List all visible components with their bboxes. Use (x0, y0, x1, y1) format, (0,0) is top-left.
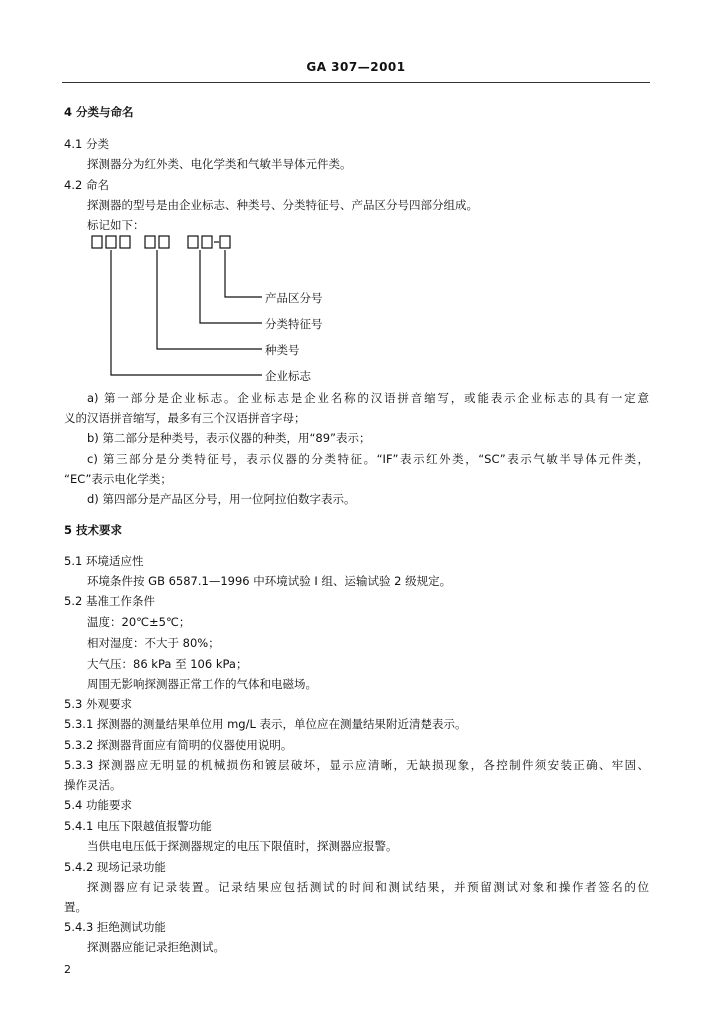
condition-surroundings: 周围无影响探测器正常工作的气体和电磁场。 (87, 677, 317, 691)
section-5-4-1-heading: 5.4.1 电压下限越值报警功能 (64, 819, 212, 833)
section-5-4-heading: 5.4 功能要求 (64, 798, 132, 812)
leader-line-product-distinction (225, 250, 262, 297)
diagram-label-classification: 分类特征号 (265, 317, 323, 331)
type-number-box-1 (145, 236, 155, 248)
section-5-3-3-line-1: 5.3.3 探测器应无明显的机械损伤和镀层破坏，显示应清晰，无缺损现象，各控制件须安装正确、牢固、 (64, 758, 649, 772)
section-5-4-2-line-2: 置。 (64, 900, 87, 914)
condition-humidity: 相对湿度：不大于 80%； (87, 636, 220, 650)
mark-intro: 标记如下： (87, 218, 145, 232)
section-4-1-heading: 4.1 分类 (64, 137, 109, 151)
section-5-4-2-line-1: 探测器应有记录装置。记录结果应包括测试的时间和测试结果，并预留测试对象和操作者签名的位 (87, 880, 649, 894)
classification-box-1 (188, 236, 198, 248)
condition-pressure: 大气压：86 kPa 至 106 kPa； (87, 657, 248, 671)
section-5-1-heading: 5.1 环境适应性 (64, 554, 144, 568)
page-number: 2 (64, 963, 71, 976)
item-c-line-2: “EC”表示电化学类； (64, 472, 172, 486)
diagram-label-type-number: 种类号 (265, 343, 300, 357)
enterprise-mark-box-3 (120, 236, 130, 248)
section-5-4-2-heading: 5.4.2 现场记录功能 (64, 860, 166, 874)
diagram-label-product-distinction: 产品区分号 (265, 291, 323, 305)
item-d: d) 第四部分是产品区分号，用一位阿拉伯数字表示。 (87, 492, 356, 506)
enterprise-mark-box-2 (106, 236, 116, 248)
section-5-2-heading: 5.2 基准工作条件 (64, 594, 155, 608)
section-5-3-heading: 5.3 外观要求 (64, 697, 132, 711)
page-header-standard-number: GA 307—2001 (306, 60, 406, 74)
section-4-2-heading: 4.2 命名 (64, 178, 109, 192)
enterprise-mark-box-1 (92, 236, 102, 248)
section-5-3-3-line-2: 操作灵活。 (64, 778, 122, 792)
diagram-label-enterprise-mark: 企业标志 (265, 369, 311, 383)
item-a-line-1: a) 第一部分是企业标志。企业标志是企业名称的汉语拼音缩写，或能表示企业标志的具有一定意 (87, 391, 649, 405)
leader-line-enterprise-mark (111, 250, 262, 375)
section-5-4-1-text: 当供电电压低于探测器规定的电压下限值时，探测器应报警。 (87, 839, 398, 853)
condition-temperature: 温度：20℃±5℃； (87, 615, 191, 629)
item-a-line-2: 义的汉语拼音缩写，最多有三个汉语拼音字母； (64, 411, 306, 425)
leader-line-classification (200, 250, 262, 323)
item-c-line-1: c) 第三部分是分类特征号，表示仪器的分类特征。“IF”表示红外类，“SC”表示气敏半导体元件类， (87, 452, 649, 466)
type-number-box-2 (159, 236, 169, 248)
classification-box-2 (202, 236, 212, 248)
section-4-heading: 4 分类与命名 (64, 105, 134, 119)
section-4-1-text: 探测器分为红外类、电化学类和气敏半导体元件类。 (87, 157, 352, 171)
section-5-4-3-heading: 5.4.3 拒绝测试功能 (64, 920, 166, 934)
item-b: b) 第二部分是种类号，表示仪器的种类，用“89”表示； (87, 431, 371, 445)
section-5-3-2: 5.3.2 探测器背面应有简明的仪器使用说明。 (64, 738, 293, 752)
section-5-heading: 5 技术要求 (64, 523, 123, 537)
leader-line-type-number (157, 250, 262, 349)
product-distinction-box (220, 236, 230, 248)
section-4-2-text: 探测器的型号是由企业标志、种类号、分类特征号、产品区分号四部分组成。 (87, 198, 478, 212)
section-5-4-3-text: 探测器应能记录拒绝测试。 (87, 940, 225, 954)
section-5-1-text: 环境条件按 GB 6587.1—1996 中环境试验 I 组、运输试验 2 级规定。 (87, 574, 452, 588)
section-5-3-1: 5.3.1 探测器的测量结果单位用 mg/L 表示，单位应在测量结果附近清楚表示。 (64, 717, 467, 731)
